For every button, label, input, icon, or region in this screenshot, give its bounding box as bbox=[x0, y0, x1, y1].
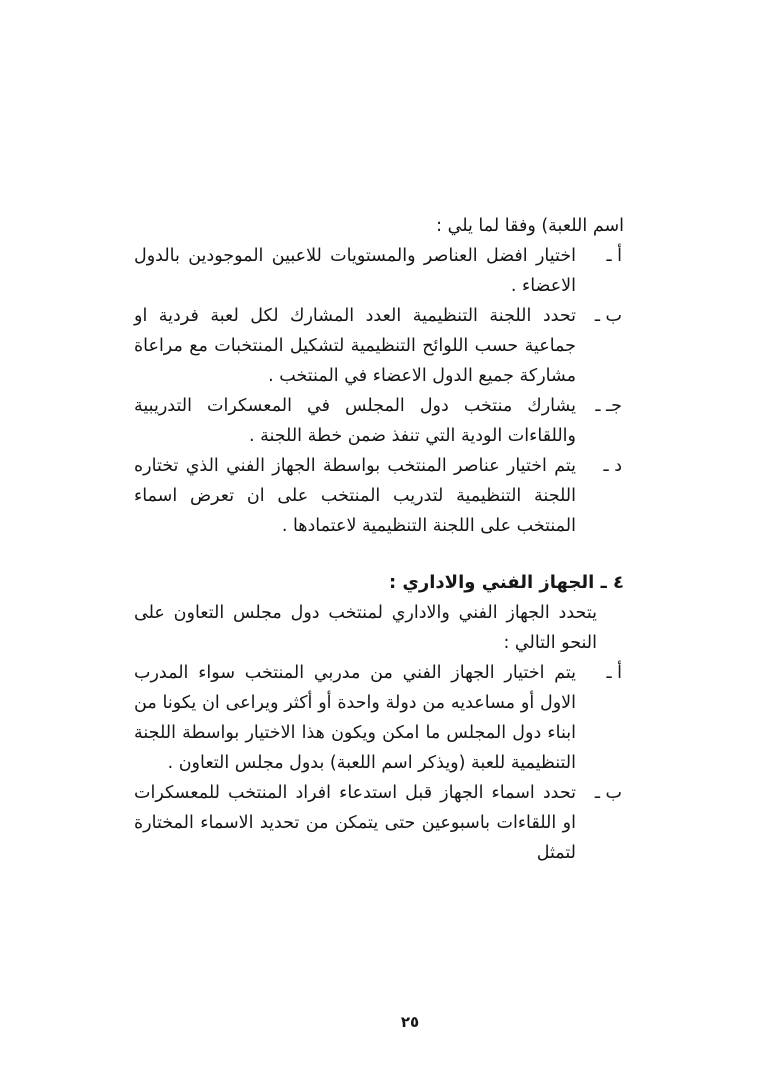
item-marker: جـ ـ bbox=[595, 396, 622, 416]
continuation-line: اسم اللعبة) وفقا لما يلي : bbox=[436, 216, 624, 236]
item-text: تحدد اسماء الجهاز قبل استدعاء افراد المنتخب للمعسكرات او اللقاءات باسبوعين حتى يتمكن من تحديد الاسماء المختارة لتمثل bbox=[134, 783, 576, 863]
item-text: يتم اختيار الجهاز الفني من مدربي المنتخب سواء المدرب الاول أو مساعديه من دولة واحدة أو أكثر ويراعى ان يكونا من ابناء دول المجلس ما امكن ويكون هذا الاختيار بواسطة اللجنة التنظيمية للعبة (ويذكر اسم اللعبة) بدول مجلس التعاون . bbox=[134, 663, 576, 773]
item-text: يشارك منتخب دول المجلس في المعسكرات التدريبية واللقاءات الودية التي تنفذ ضمن خطة اللجنة . bbox=[134, 396, 576, 446]
section-heading: ٤ ـ الجهاز الفني والاداري : bbox=[388, 572, 624, 593]
clause-list-selection bbox=[134, 241, 624, 541]
list-item bbox=[134, 391, 624, 451]
list-item bbox=[134, 658, 624, 778]
list-item bbox=[134, 301, 624, 391]
list-item bbox=[134, 778, 624, 868]
item-text: اختيار افضل العناصر والمستويات للاعبين الموجودين بالدول الاعضاء . bbox=[134, 246, 576, 296]
page-number: ٢٥ bbox=[400, 1013, 420, 1031]
item-marker: د ـ bbox=[603, 456, 622, 476]
page-body bbox=[134, 211, 624, 868]
item-marker: ب ـ bbox=[594, 783, 622, 803]
clause-list-staff bbox=[134, 658, 624, 868]
item-marker: أ ـ bbox=[606, 246, 622, 266]
item-marker: أ ـ bbox=[606, 663, 622, 683]
list-item bbox=[134, 451, 624, 541]
list-item bbox=[134, 241, 624, 301]
item-text: يتم اختيار عناصر المنتخب بواسطة الجهاز الفني الذي تختاره اللجنة التنظيمية لتدريب المنتخب على ان تعرض اسماء المنتخب على اللجنة التنظيمية لاعتمادها . bbox=[134, 456, 576, 536]
item-marker: ب ـ bbox=[594, 306, 622, 326]
item-text: تحدد اللجنة التنظيمية العدد المشارك لكل لعبة فردية او جماعية حسب اللوائح التنظيمية لتشكيل المنتخبات مع مراعاة مشاركة جميع الدول الاعضاء في المنتخب . bbox=[134, 306, 576, 386]
section-intro: يتحدد الجهاز الفني والاداري لمنتخب دول مجلس التعاون على النحو التالي : bbox=[134, 603, 597, 653]
